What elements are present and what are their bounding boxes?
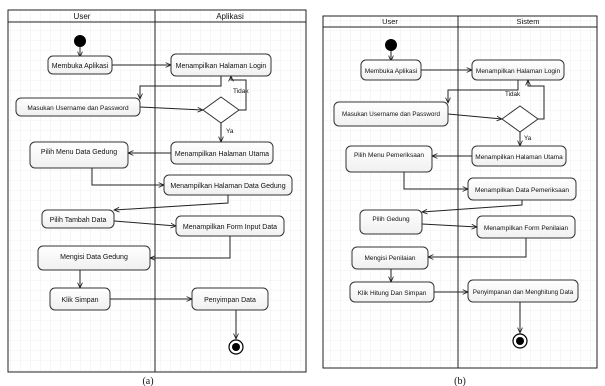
activity-a-show-login-label: Menampilkan Halaman Login [175,63,267,70]
activity-b-show-login-label: Menampilkan Halaman Login [475,68,561,75]
activity-a-show-input-form-label: Menampilkan Form Input Data [182,224,278,231]
activity-b-select-inspection-menu [346,146,432,172]
guard-b-no: Tidak [505,91,521,98]
activity-diagram-b [323,16,597,386]
activity-b-open-app-label: Membuka Aplikasi [364,68,418,75]
activity-b-save-calculate-data-label: Penyimpanan dan Menghitung Data [472,289,574,296]
lane-a-user-title: User [73,12,91,21]
activity-a-click-save-label: Klik Simpan [61,297,99,304]
lane-b-user-title: User [382,17,398,26]
activity-b-show-inspection-data-label: Menampilkan Data Pemeriksaan [475,187,569,194]
lane-b-system-title: Sistem [516,17,540,26]
activity-a-fill-building-data-label: Mengisi Data Gedung [60,254,128,261]
activity-diagram-a [8,10,306,386]
activity-a-select-building-menu-label: Pilih Menu Data Gedung [40,149,118,156]
activity-b-click-calculate-save-label: Klik Hitung Dan Simpan [357,290,427,297]
activity-b-select-inspection-menu-label: Pilih Menu Pemeriksaan [353,152,425,159]
caption-a: (a) [142,376,154,386]
activity-a-save-data-label: Penyimpan Data [204,297,256,304]
lane-a-system-title: Aplikasi [216,12,244,21]
activity-a-enter-credentials-label: Masukan Username dan Password [27,105,129,112]
guard-b-yes: Ya [524,135,532,142]
diagram-b-end-node-core [516,337,524,345]
diagram-b-start-node [385,39,397,51]
guard-a-yes: Ya [226,128,234,135]
activity-b-show-assessment-form-label: Menampilkan Form Penilaian [483,225,569,232]
activity-b-select-building-label: Pilih Gedung [372,216,410,223]
activity-a-select-add-data-label: Pilih Tambah Data [49,217,107,224]
activity-a-open-app-label: Membuka Aplikasi [51,63,109,70]
diagram-a-start-node [74,35,86,47]
guard-a-no: Tidak [233,88,249,95]
activity-a-show-main-page-label: Menampilkan Halaman Utama [174,151,270,158]
activity-a-show-building-data-label: Menampilkan Halaman Data Gedung [170,183,286,190]
caption-b: (b) [454,376,466,386]
activity-b-fill-assessment-label: Mengisi Penilaian [364,255,416,262]
activity-b-enter-credentials-label: Masukan Username dan Password [342,111,440,118]
activity-b-show-main-page-label: Menampilkan Halaman Utama [475,154,563,161]
diagram-a-end-node-core [232,343,240,351]
